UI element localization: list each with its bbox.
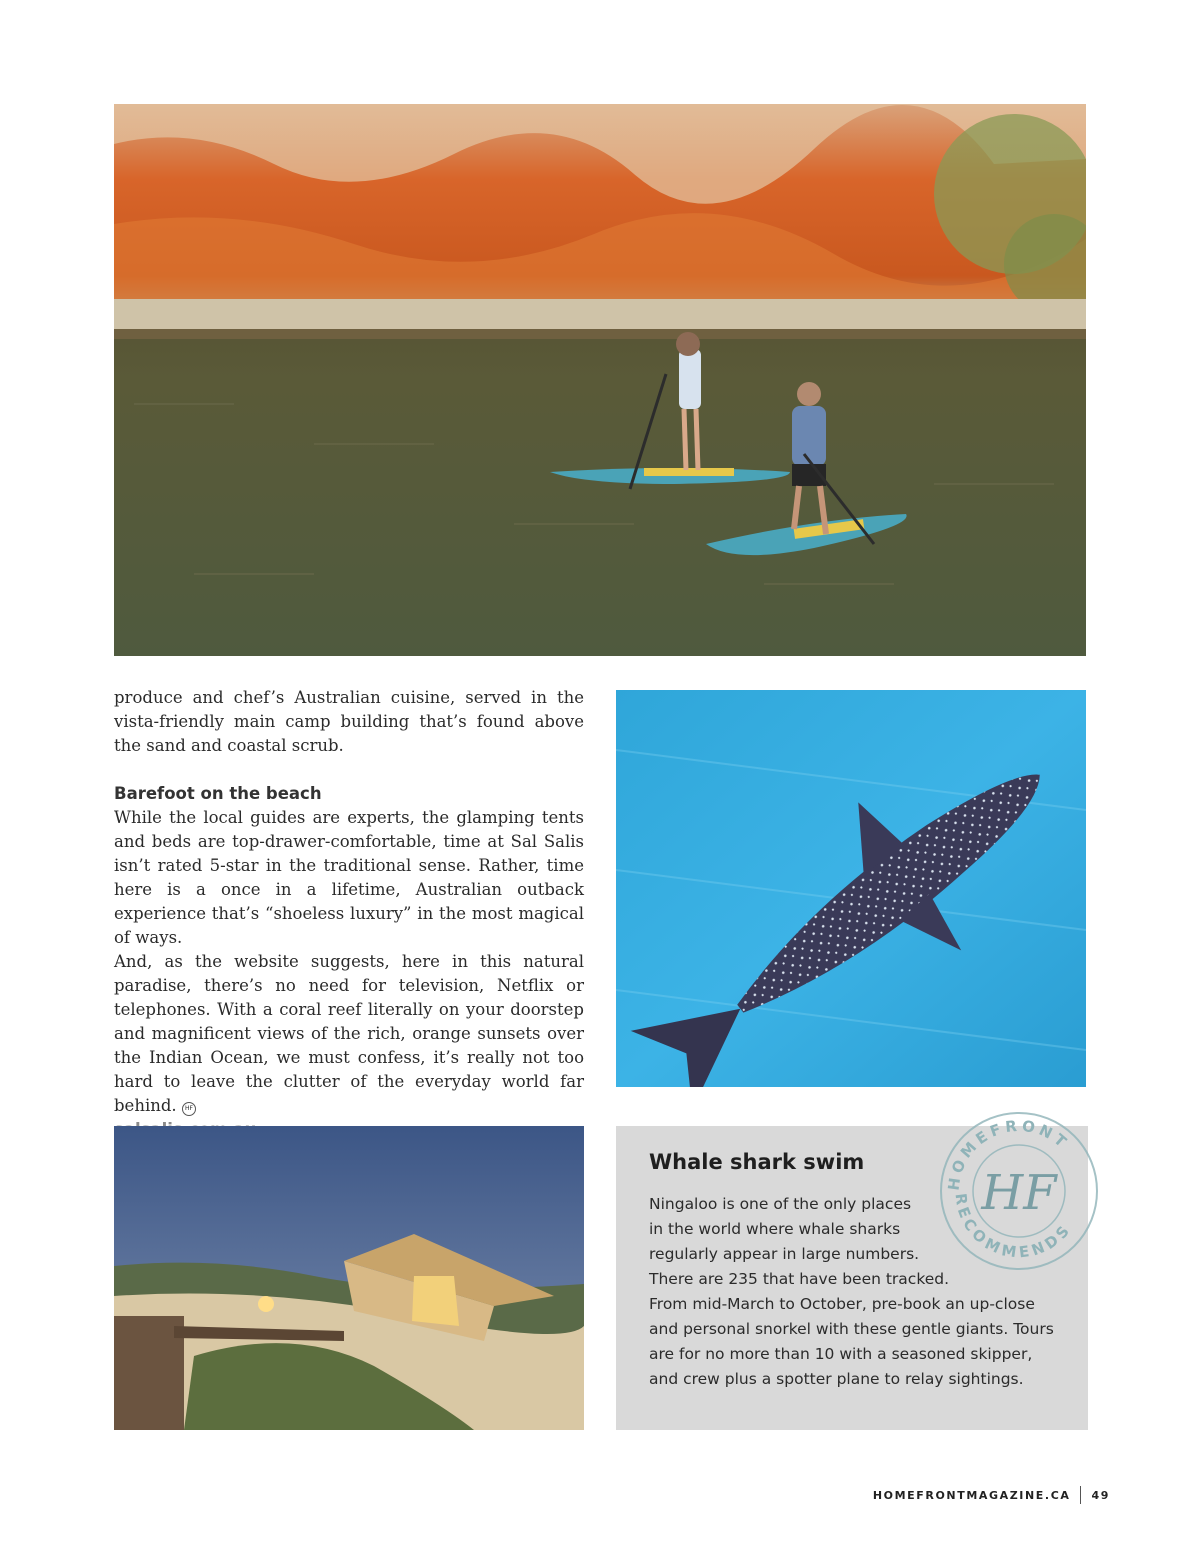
badge-ring-top: HOMEFRONT <box>944 1116 1073 1192</box>
section-heading: Barefoot on the beach <box>114 784 322 803</box>
footer-divider <box>1080 1486 1081 1504</box>
article-body <box>114 686 584 1142</box>
paddleboard-photo <box>114 104 1086 656</box>
page-footer <box>873 1486 1110 1504</box>
sidebar-line: and crew plus a spotter plane to relay sightings. <box>649 1370 1024 1388</box>
sidebar-line: and personal snorkel with these gentle giants. Tours <box>649 1320 1054 1338</box>
paragraph-barefoot: While the local guides are experts, the glamping tents and beds are top-drawer-comfortable, time at Sal Salis isn’t rated 5-star in the traditional sense. Rather, time here is a once in a lifetime, Australian outback experience that’s “shoeless luxury” in the most magical of ways. <box>114 808 584 947</box>
footer-site[interactable]: HOMEFRONTMAGAZINE.CA <box>872 1488 1071 1502</box>
homefront-recommends-badge-icon <box>934 1106 1104 1276</box>
sidebar-line: There are 235 that have been tracked. <box>649 1270 950 1288</box>
page-number: 49 <box>1091 1488 1110 1502</box>
sidebar-line: regularly appear in large numbers. <box>649 1245 920 1263</box>
whale-shark-sidebar <box>616 1116 1088 1430</box>
whale-shark-photo <box>616 690 1086 1087</box>
glamping-tent-photo <box>114 1126 584 1430</box>
sidebar-line: Ningaloo is one of the only places <box>649 1195 912 1213</box>
sidebar-line: are for no more than 10 with a seasoned skipper, <box>649 1345 1033 1363</box>
badge-monogram: HF <box>981 1165 1057 1221</box>
sidebar-line: From mid-March to October, pre-book an up-close <box>649 1295 1035 1313</box>
paragraph-intro: produce and chef’s Australian cuisine, served in the vista-friendly main camp building that’s found above the sand and coastal scrub. <box>114 688 584 755</box>
sidebar-line: in the world where whale sharks <box>649 1220 901 1238</box>
end-mark-icon: HF <box>182 1102 196 1116</box>
sidebar-title: Whale shark swim <box>649 1150 865 1174</box>
badge-ring-bottom: RECOMMENDS <box>951 1192 1076 1262</box>
paragraph-paradise: And, as the website suggests, here in this natural paradise, there’s no need for television, Netflix or telephones. With a coral reef literally on your doorstep and magnificent views of the rich, orange sunsets over the Indian Ocean, we must confess, it’s really not too hard to leave the clutter of the everyday world far behind. HF <box>114 952 584 1115</box>
